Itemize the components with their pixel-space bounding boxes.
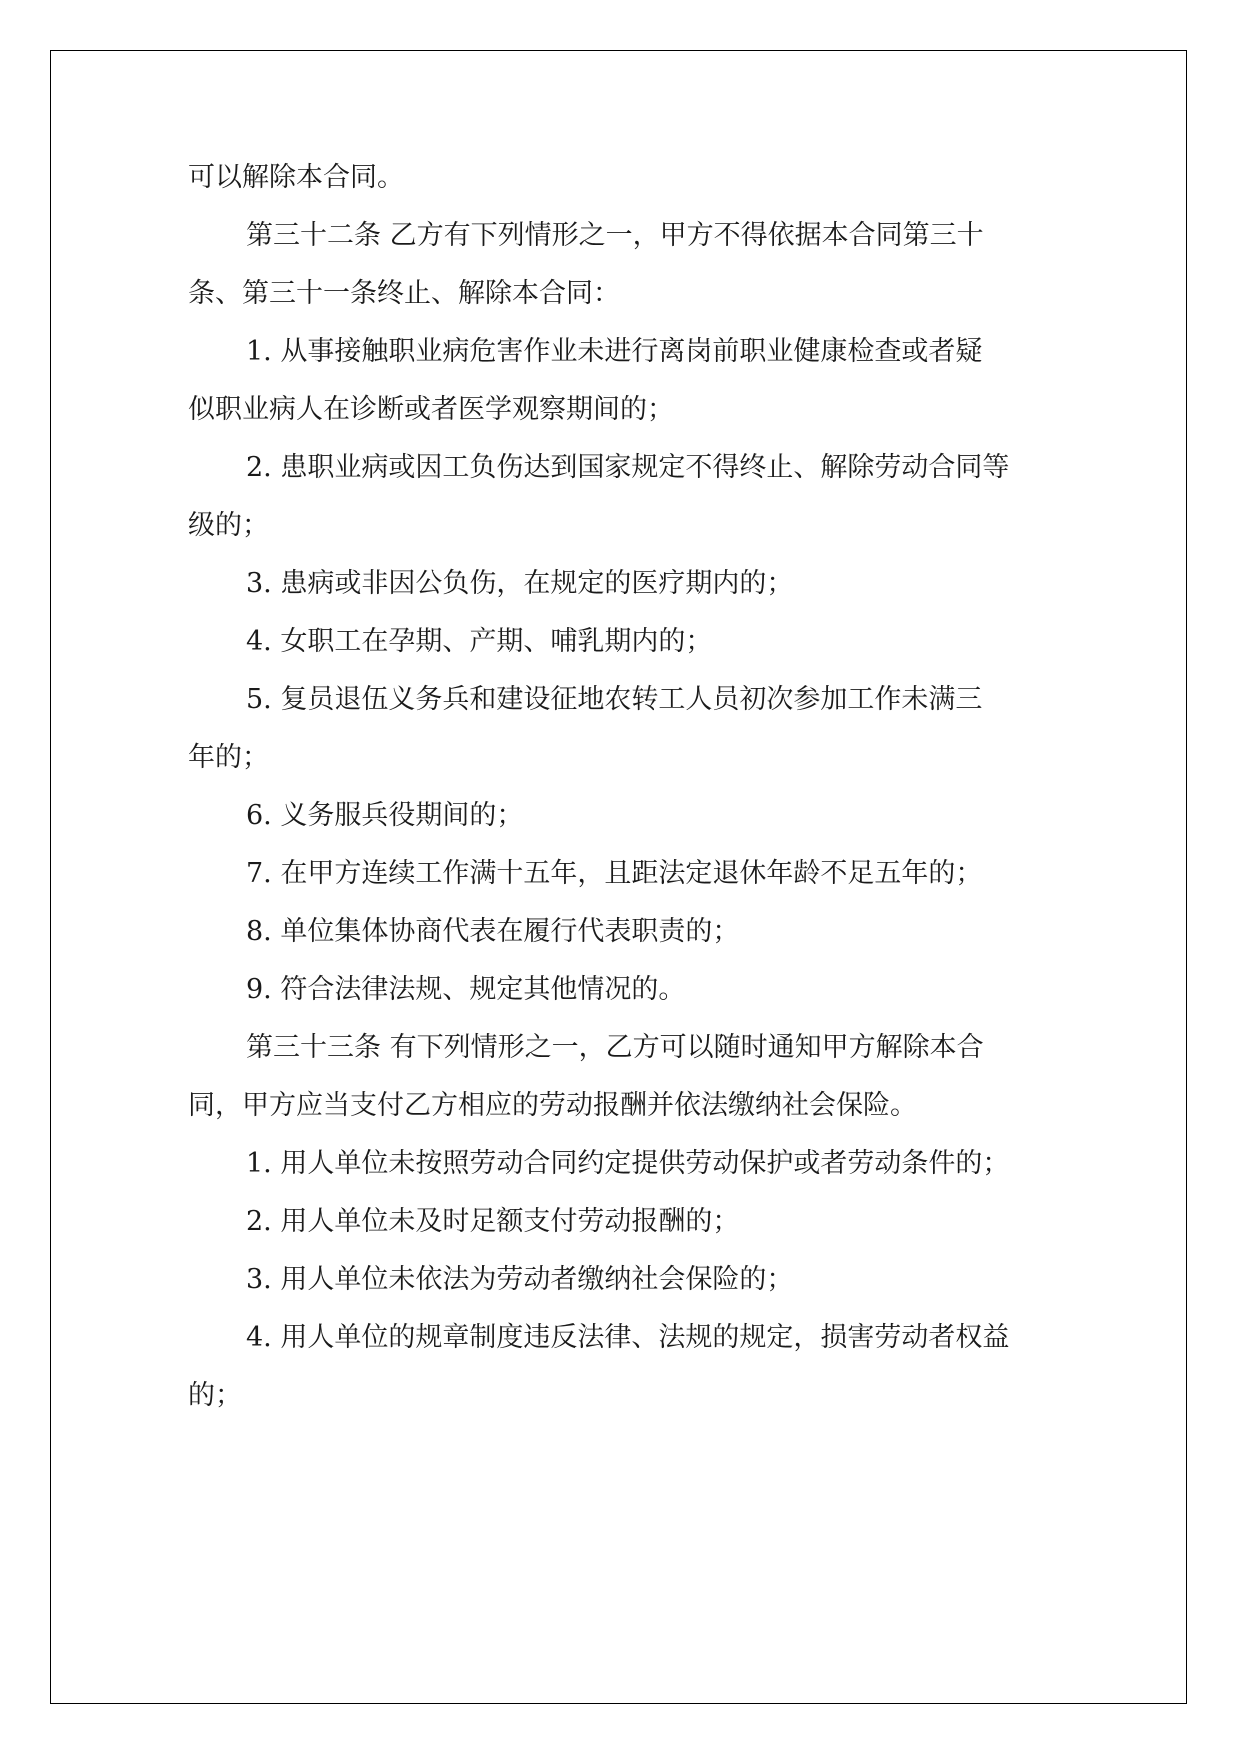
list-item: 6. 义务服兵役期间的； <box>246 800 524 831</box>
list-item: 7. 在甲方连续工作满十五年，且距法定退休年龄不足五年的； <box>246 858 983 889</box>
list-item: 4. 女职工在孕期、产期、哺乳期内的； <box>246 626 713 657</box>
text-line: 可以解除本合同。 <box>188 162 404 193</box>
text-line: 同，甲方应当支付乙方相应的劳动报酬并依法缴纳社会保险。 <box>188 1090 917 1121</box>
list-item: 8. 单位集体协商代表在履行代表职责的； <box>246 916 740 947</box>
text-line: 级的； <box>188 510 269 541</box>
article-32-heading: 第三十二条 乙方有下列情形之一，甲方不得依据本合同第三十 <box>246 220 984 251</box>
list-item: 5. 复员退伍义务兵和建设征地农转工人员初次参加工作未满三 <box>246 684 983 715</box>
list-item: 9. 符合法律法规、规定其他情况的。 <box>246 974 686 1005</box>
text-line: 似职业病人在诊断或者医学观察期间的； <box>188 394 674 425</box>
list-item: 2. 患职业病或因工负伤达到国家规定不得终止、解除劳动合同等 <box>246 452 1010 483</box>
text-line: 年的； <box>188 742 269 773</box>
list-item: 2. 用人单位未及时足额支付劳动报酬的； <box>246 1206 740 1237</box>
article-33-heading: 第三十三条 有下列情形之一，乙方可以随时通知甲方解除本合 <box>246 1032 984 1063</box>
list-item: 4. 用人单位的规章制度违反法律、法规的规定，损害劳动者权益 <box>246 1322 1010 1353</box>
text-line: 的； <box>188 1380 242 1411</box>
text-line: 条、第三十一条终止、解除本合同： <box>188 278 620 309</box>
list-item: 3. 患病或非因公负伤，在规定的医疗期内的； <box>246 568 794 599</box>
list-item: 3. 用人单位未依法为劳动者缴纳社会保险的； <box>246 1264 794 1295</box>
list-item: 1. 从事接触职业病危害作业未进行离岗前职业健康检查或者疑 <box>246 336 983 367</box>
list-item: 1. 用人单位未按照劳动合同约定提供劳动保护或者劳动条件的； <box>246 1148 1010 1179</box>
